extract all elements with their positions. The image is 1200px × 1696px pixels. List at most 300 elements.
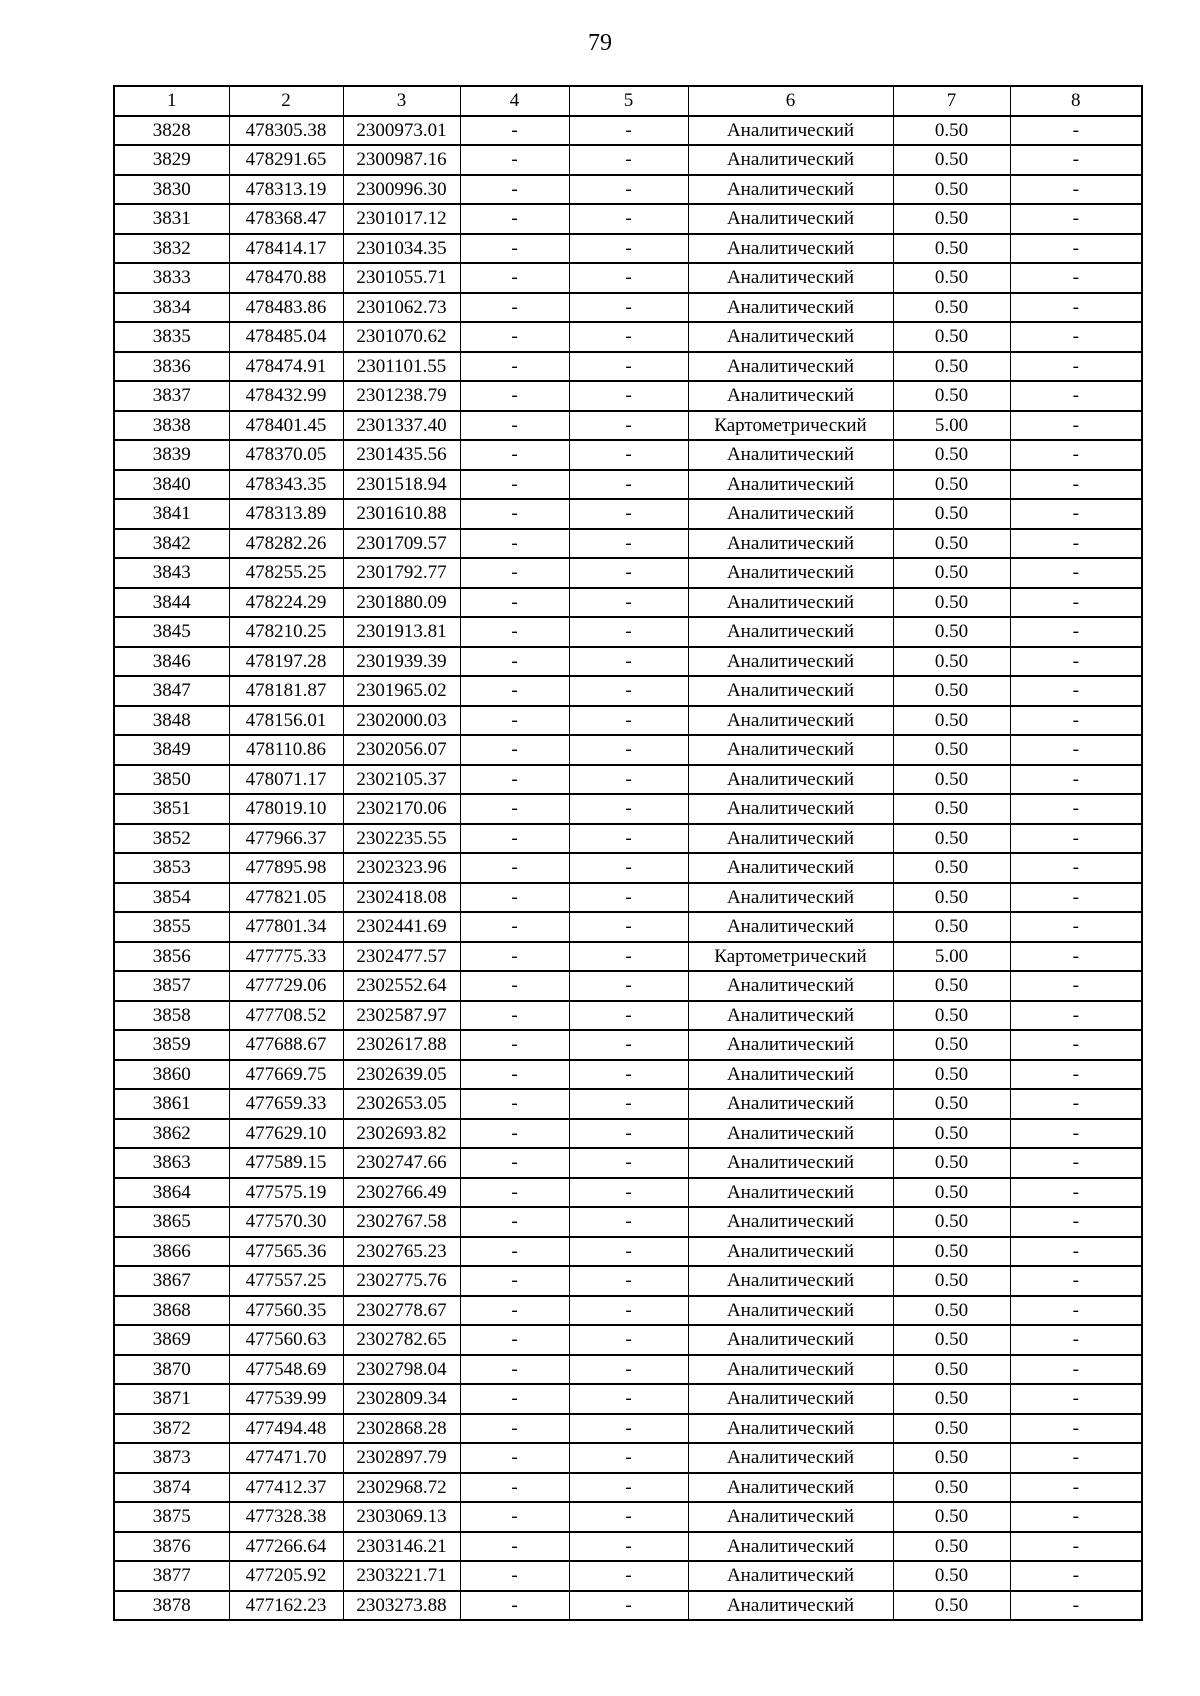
table-row — [114, 824, 1142, 854]
table-row — [114, 1266, 1142, 1296]
y-coordinate-cell: 2301939.39 — [343, 647, 460, 677]
point-number-cell: 3853 — [114, 853, 229, 883]
column-5-cell: - — [569, 676, 688, 706]
table-row — [114, 588, 1142, 618]
y-coordinate-cell: 2301792.77 — [343, 558, 460, 588]
column-5-cell: - — [569, 971, 688, 1001]
column-header-7: 7 — [893, 86, 1010, 116]
point-number-cell: 3865 — [114, 1207, 229, 1237]
table-row — [114, 234, 1142, 264]
column-4-cell: - — [460, 322, 569, 352]
column-4-cell: - — [460, 263, 569, 293]
column-8-cell: - — [1010, 1325, 1142, 1355]
column-5-cell: - — [569, 1296, 688, 1326]
method-cell: Аналитический — [688, 1561, 893, 1591]
table-row — [114, 499, 1142, 529]
column-5-cell: - — [569, 293, 688, 323]
y-coordinate-cell: 2302747.66 — [343, 1148, 460, 1178]
x-coordinate-cell: 477575.19 — [229, 1178, 343, 1208]
column-5-cell: - — [569, 470, 688, 500]
accuracy-cell: 0.50 — [893, 1502, 1010, 1532]
column-8-cell: - — [1010, 1119, 1142, 1149]
y-coordinate-cell: 2302639.05 — [343, 1060, 460, 1090]
method-cell: Аналитический — [688, 588, 893, 618]
accuracy-cell: 0.50 — [893, 1060, 1010, 1090]
column-8-cell: - — [1010, 1561, 1142, 1591]
x-coordinate-cell: 477494.48 — [229, 1414, 343, 1444]
column-5-cell: - — [569, 912, 688, 942]
x-coordinate-cell: 478343.35 — [229, 470, 343, 500]
method-cell: Аналитический — [688, 145, 893, 175]
y-coordinate-cell: 2302235.55 — [343, 824, 460, 854]
accuracy-cell: 0.50 — [893, 676, 1010, 706]
accuracy-cell: 0.50 — [893, 647, 1010, 677]
column-5-cell: - — [569, 1207, 688, 1237]
column-5-cell: - — [569, 1473, 688, 1503]
column-4-cell: - — [460, 1030, 569, 1060]
point-number-cell: 3833 — [114, 263, 229, 293]
method-cell: Аналитический — [688, 1384, 893, 1414]
table-row — [114, 1414, 1142, 1444]
column-4-cell: - — [460, 352, 569, 382]
table-row — [114, 352, 1142, 382]
column-8-cell: - — [1010, 1591, 1142, 1621]
point-number-cell: 3848 — [114, 706, 229, 736]
point-number-cell: 3872 — [114, 1414, 229, 1444]
y-coordinate-cell: 2302441.69 — [343, 912, 460, 942]
x-coordinate-cell: 478291.65 — [229, 145, 343, 175]
point-number-cell: 3877 — [114, 1561, 229, 1591]
x-coordinate-cell: 477162.23 — [229, 1591, 343, 1621]
y-coordinate-cell: 2301017.12 — [343, 204, 460, 234]
table-row — [114, 883, 1142, 913]
column-5-cell: - — [569, 588, 688, 618]
column-8-cell: - — [1010, 1178, 1142, 1208]
point-number-cell: 3868 — [114, 1296, 229, 1326]
coordinates-table — [113, 85, 1143, 1621]
column-4-cell: - — [460, 1384, 569, 1414]
column-8-cell: - — [1010, 794, 1142, 824]
column-5-cell: - — [569, 1119, 688, 1149]
column-5-cell: - — [569, 145, 688, 175]
y-coordinate-cell: 2302868.28 — [343, 1414, 460, 1444]
x-coordinate-cell: 478210.25 — [229, 617, 343, 647]
point-number-cell: 3857 — [114, 971, 229, 1001]
table-row — [114, 1060, 1142, 1090]
column-5-cell: - — [569, 1532, 688, 1562]
point-number-cell: 3837 — [114, 381, 229, 411]
column-5-cell: - — [569, 1355, 688, 1385]
x-coordinate-cell: 478313.19 — [229, 175, 343, 205]
x-coordinate-cell: 477801.34 — [229, 912, 343, 942]
column-4-cell: - — [460, 499, 569, 529]
table-row — [114, 1325, 1142, 1355]
accuracy-cell: 0.50 — [893, 1207, 1010, 1237]
table-row — [114, 322, 1142, 352]
x-coordinate-cell: 477688.67 — [229, 1030, 343, 1060]
y-coordinate-cell: 2301062.73 — [343, 293, 460, 323]
x-coordinate-cell: 477539.99 — [229, 1384, 343, 1414]
column-8-cell: - — [1010, 853, 1142, 883]
x-coordinate-cell: 477565.36 — [229, 1237, 343, 1267]
column-8-cell: - — [1010, 824, 1142, 854]
column-4-cell: - — [460, 1060, 569, 1090]
column-8-cell: - — [1010, 1384, 1142, 1414]
y-coordinate-cell: 2302778.67 — [343, 1296, 460, 1326]
column-4-cell: - — [460, 794, 569, 824]
column-8-cell: - — [1010, 352, 1142, 382]
column-5-cell: - — [569, 647, 688, 677]
y-coordinate-cell: 2302323.96 — [343, 853, 460, 883]
accuracy-cell: 0.50 — [893, 1591, 1010, 1621]
point-number-cell: 3844 — [114, 588, 229, 618]
page-number: 79 — [588, 30, 612, 56]
table-row — [114, 1178, 1142, 1208]
method-cell: Аналитический — [688, 1119, 893, 1149]
accuracy-cell: 0.50 — [893, 971, 1010, 1001]
x-coordinate-cell: 477821.05 — [229, 883, 343, 913]
column-8-cell: - — [1010, 588, 1142, 618]
column-5-cell: - — [569, 1591, 688, 1621]
y-coordinate-cell: 2302798.04 — [343, 1355, 460, 1385]
accuracy-cell: 0.50 — [893, 1178, 1010, 1208]
column-4-cell: - — [460, 204, 569, 234]
y-coordinate-cell: 2302767.58 — [343, 1207, 460, 1237]
point-number-cell: 3858 — [114, 1001, 229, 1031]
column-4-cell: - — [460, 971, 569, 1001]
table-row — [114, 647, 1142, 677]
column-5-cell: - — [569, 765, 688, 795]
y-coordinate-cell: 2301034.35 — [343, 234, 460, 264]
table-row — [114, 1001, 1142, 1031]
column-4-cell: - — [460, 440, 569, 470]
column-5-cell: - — [569, 116, 688, 146]
y-coordinate-cell: 2301238.79 — [343, 381, 460, 411]
column-5-cell: - — [569, 322, 688, 352]
column-5-cell: - — [569, 411, 688, 441]
column-5-cell: - — [569, 529, 688, 559]
point-number-cell: 3850 — [114, 765, 229, 795]
column-4-cell: - — [460, 706, 569, 736]
method-cell: Аналитический — [688, 1591, 893, 1621]
method-cell: Аналитический — [688, 1443, 893, 1473]
accuracy-cell: 0.50 — [893, 1148, 1010, 1178]
column-5-cell: - — [569, 883, 688, 913]
column-8-cell: - — [1010, 204, 1142, 234]
column-5-cell: - — [569, 735, 688, 765]
x-coordinate-cell: 478485.04 — [229, 322, 343, 352]
method-cell: Аналитический — [688, 617, 893, 647]
column-8-cell: - — [1010, 1414, 1142, 1444]
method-cell: Аналитический — [688, 1296, 893, 1326]
point-number-cell: 3828 — [114, 116, 229, 146]
x-coordinate-cell: 478432.99 — [229, 381, 343, 411]
method-cell: Аналитический — [688, 1030, 893, 1060]
x-coordinate-cell: 478401.45 — [229, 411, 343, 441]
table-row — [114, 971, 1142, 1001]
column-5-cell: - — [569, 1325, 688, 1355]
point-number-cell: 3863 — [114, 1148, 229, 1178]
method-cell: Аналитический — [688, 971, 893, 1001]
column-4-cell: - — [460, 1325, 569, 1355]
y-coordinate-cell: 2301337.40 — [343, 411, 460, 441]
x-coordinate-cell: 477570.30 — [229, 1207, 343, 1237]
column-header-6: 6 — [688, 86, 893, 116]
column-8-cell: - — [1010, 1473, 1142, 1503]
x-coordinate-cell: 478197.28 — [229, 647, 343, 677]
accuracy-cell: 0.50 — [893, 440, 1010, 470]
x-coordinate-cell: 477659.33 — [229, 1089, 343, 1119]
column-8-cell: - — [1010, 1502, 1142, 1532]
x-coordinate-cell: 478370.05 — [229, 440, 343, 470]
column-5-cell: - — [569, 381, 688, 411]
column-4-cell: - — [460, 1089, 569, 1119]
accuracy-cell: 0.50 — [893, 263, 1010, 293]
y-coordinate-cell: 2302809.34 — [343, 1384, 460, 1414]
accuracy-cell: 0.50 — [893, 588, 1010, 618]
table-row — [114, 1502, 1142, 1532]
column-8-cell: - — [1010, 116, 1142, 146]
method-cell: Аналитический — [688, 499, 893, 529]
y-coordinate-cell: 2301101.55 — [343, 352, 460, 382]
column-5-cell: - — [569, 1030, 688, 1060]
x-coordinate-cell: 477560.63 — [229, 1325, 343, 1355]
column-4-cell: - — [460, 558, 569, 588]
point-number-cell: 3831 — [114, 204, 229, 234]
table-row — [114, 1030, 1142, 1060]
y-coordinate-cell: 2301435.56 — [343, 440, 460, 470]
column-8-cell: - — [1010, 1089, 1142, 1119]
point-number-cell: 3829 — [114, 145, 229, 175]
accuracy-cell: 0.50 — [893, 1355, 1010, 1385]
point-number-cell: 3851 — [114, 794, 229, 824]
y-coordinate-cell: 2303146.21 — [343, 1532, 460, 1562]
point-number-cell: 3842 — [114, 529, 229, 559]
method-cell: Аналитический — [688, 1089, 893, 1119]
point-number-cell: 3835 — [114, 322, 229, 352]
y-coordinate-cell: 2302477.57 — [343, 942, 460, 972]
y-coordinate-cell: 2302170.06 — [343, 794, 460, 824]
point-number-cell: 3869 — [114, 1325, 229, 1355]
method-cell: Аналитический — [688, 1001, 893, 1031]
table-row — [114, 853, 1142, 883]
column-4-cell: - — [460, 529, 569, 559]
x-coordinate-cell: 477328.38 — [229, 1502, 343, 1532]
method-cell: Аналитический — [688, 1237, 893, 1267]
accuracy-cell: 0.50 — [893, 1414, 1010, 1444]
method-cell: Аналитический — [688, 912, 893, 942]
column-5-cell: - — [569, 499, 688, 529]
table-row — [114, 1384, 1142, 1414]
column-8-cell: - — [1010, 1443, 1142, 1473]
accuracy-cell: 0.50 — [893, 322, 1010, 352]
x-coordinate-cell: 478224.29 — [229, 588, 343, 618]
table-row — [114, 263, 1142, 293]
point-number-cell: 3875 — [114, 1502, 229, 1532]
column-4-cell: - — [460, 1296, 569, 1326]
x-coordinate-cell: 477966.37 — [229, 824, 343, 854]
x-coordinate-cell: 478071.17 — [229, 765, 343, 795]
x-coordinate-cell: 477708.52 — [229, 1001, 343, 1031]
y-coordinate-cell: 2301070.62 — [343, 322, 460, 352]
column-4-cell: - — [460, 1178, 569, 1208]
accuracy-cell: 0.50 — [893, 558, 1010, 588]
column-8-cell: - — [1010, 1207, 1142, 1237]
column-4-cell: - — [460, 1266, 569, 1296]
column-4-cell: - — [460, 1237, 569, 1267]
column-4-cell: - — [460, 1148, 569, 1178]
column-4-cell: - — [460, 175, 569, 205]
column-8-cell: - — [1010, 145, 1142, 175]
table-row — [114, 1561, 1142, 1591]
y-coordinate-cell: 2303069.13 — [343, 1502, 460, 1532]
point-number-cell: 3841 — [114, 499, 229, 529]
method-cell: Аналитический — [688, 1325, 893, 1355]
point-number-cell: 3832 — [114, 234, 229, 264]
table-row — [114, 912, 1142, 942]
column-header-3: 3 — [343, 86, 460, 116]
column-5-cell: - — [569, 352, 688, 382]
y-coordinate-cell: 2300987.16 — [343, 145, 460, 175]
accuracy-cell: 0.50 — [893, 470, 1010, 500]
y-coordinate-cell: 2303221.71 — [343, 1561, 460, 1591]
point-number-cell: 3856 — [114, 942, 229, 972]
accuracy-cell: 0.50 — [893, 1296, 1010, 1326]
accuracy-cell: 0.50 — [893, 794, 1010, 824]
column-4-cell: - — [460, 912, 569, 942]
accuracy-cell: 0.50 — [893, 1561, 1010, 1591]
column-5-cell: - — [569, 853, 688, 883]
point-number-cell: 3838 — [114, 411, 229, 441]
column-4-cell: - — [460, 676, 569, 706]
point-number-cell: 3830 — [114, 175, 229, 205]
point-number-cell: 3870 — [114, 1355, 229, 1385]
y-coordinate-cell: 2302766.49 — [343, 1178, 460, 1208]
column-5-cell: - — [569, 1237, 688, 1267]
column-8-cell: - — [1010, 1355, 1142, 1385]
column-4-cell: - — [460, 1119, 569, 1149]
y-coordinate-cell: 2302000.03 — [343, 706, 460, 736]
accuracy-cell: 5.00 — [893, 411, 1010, 441]
column-4-cell: - — [460, 942, 569, 972]
table-row — [114, 794, 1142, 824]
method-cell: Аналитический — [688, 440, 893, 470]
y-coordinate-cell: 2302693.82 — [343, 1119, 460, 1149]
accuracy-cell: 0.50 — [893, 1325, 1010, 1355]
method-cell: Аналитический — [688, 1414, 893, 1444]
table-row — [114, 706, 1142, 736]
method-cell: Аналитический — [688, 1355, 893, 1385]
accuracy-cell: 0.50 — [893, 234, 1010, 264]
x-coordinate-cell: 478110.86 — [229, 735, 343, 765]
column-8-cell: - — [1010, 735, 1142, 765]
column-header-4: 4 — [460, 86, 569, 116]
accuracy-cell: 0.50 — [893, 145, 1010, 175]
column-4-cell: - — [460, 647, 569, 677]
point-number-cell: 3840 — [114, 470, 229, 500]
method-cell: Аналитический — [688, 175, 893, 205]
method-cell: Аналитический — [688, 735, 893, 765]
point-number-cell: 3873 — [114, 1443, 229, 1473]
column-8-cell: - — [1010, 706, 1142, 736]
header-row — [114, 86, 1142, 116]
table-row — [114, 1473, 1142, 1503]
method-cell: Аналитический — [688, 263, 893, 293]
y-coordinate-cell: 2301518.94 — [343, 470, 460, 500]
accuracy-cell: 0.50 — [893, 499, 1010, 529]
table-row — [114, 529, 1142, 559]
column-4-cell: - — [460, 381, 569, 411]
method-cell: Аналитический — [688, 529, 893, 559]
table-row — [114, 942, 1142, 972]
column-4-cell: - — [460, 617, 569, 647]
column-5-cell: - — [569, 1001, 688, 1031]
table-row — [114, 1355, 1142, 1385]
column-5-cell: - — [569, 1414, 688, 1444]
table-row — [114, 1119, 1142, 1149]
column-8-cell: - — [1010, 263, 1142, 293]
accuracy-cell: 0.50 — [893, 204, 1010, 234]
x-coordinate-cell: 477266.64 — [229, 1532, 343, 1562]
y-coordinate-cell: 2301913.81 — [343, 617, 460, 647]
accuracy-cell: 0.50 — [893, 735, 1010, 765]
column-8-cell: - — [1010, 558, 1142, 588]
accuracy-cell: 0.50 — [893, 1532, 1010, 1562]
table-row — [114, 145, 1142, 175]
method-cell: Аналитический — [688, 824, 893, 854]
point-number-cell: 3845 — [114, 617, 229, 647]
table-row — [114, 735, 1142, 765]
accuracy-cell: 0.50 — [893, 1473, 1010, 1503]
column-5-cell: - — [569, 263, 688, 293]
column-5-cell: - — [569, 794, 688, 824]
x-coordinate-cell: 478282.26 — [229, 529, 343, 559]
method-cell: Аналитический — [688, 381, 893, 411]
column-8-cell: - — [1010, 647, 1142, 677]
column-4-cell: - — [460, 853, 569, 883]
accuracy-cell: 0.50 — [893, 529, 1010, 559]
accuracy-cell: 0.50 — [893, 706, 1010, 736]
point-number-cell: 3836 — [114, 352, 229, 382]
method-cell: Аналитический — [688, 1473, 893, 1503]
x-coordinate-cell: 478313.89 — [229, 499, 343, 529]
y-coordinate-cell: 2301965.02 — [343, 676, 460, 706]
column-5-cell: - — [569, 175, 688, 205]
accuracy-cell: 0.50 — [893, 116, 1010, 146]
x-coordinate-cell: 478474.91 — [229, 352, 343, 382]
column-4-cell: - — [460, 824, 569, 854]
x-coordinate-cell: 478255.25 — [229, 558, 343, 588]
x-coordinate-cell: 477629.10 — [229, 1119, 343, 1149]
x-coordinate-cell: 477471.70 — [229, 1443, 343, 1473]
method-cell: Аналитический — [688, 234, 893, 264]
x-coordinate-cell: 477895.98 — [229, 853, 343, 883]
table-row — [114, 1532, 1142, 1562]
column-5-cell: - — [569, 1502, 688, 1532]
table-row — [114, 175, 1142, 205]
column-header-1: 1 — [114, 86, 229, 116]
table-row — [114, 116, 1142, 146]
method-cell: Аналитический — [688, 352, 893, 382]
accuracy-cell: 0.50 — [893, 765, 1010, 795]
column-5-cell: - — [569, 1266, 688, 1296]
y-coordinate-cell: 2302418.08 — [343, 883, 460, 913]
accuracy-cell: 0.50 — [893, 883, 1010, 913]
point-number-cell: 3847 — [114, 676, 229, 706]
column-4-cell: - — [460, 1532, 569, 1562]
column-4-cell: - — [460, 1561, 569, 1591]
x-coordinate-cell: 477548.69 — [229, 1355, 343, 1385]
